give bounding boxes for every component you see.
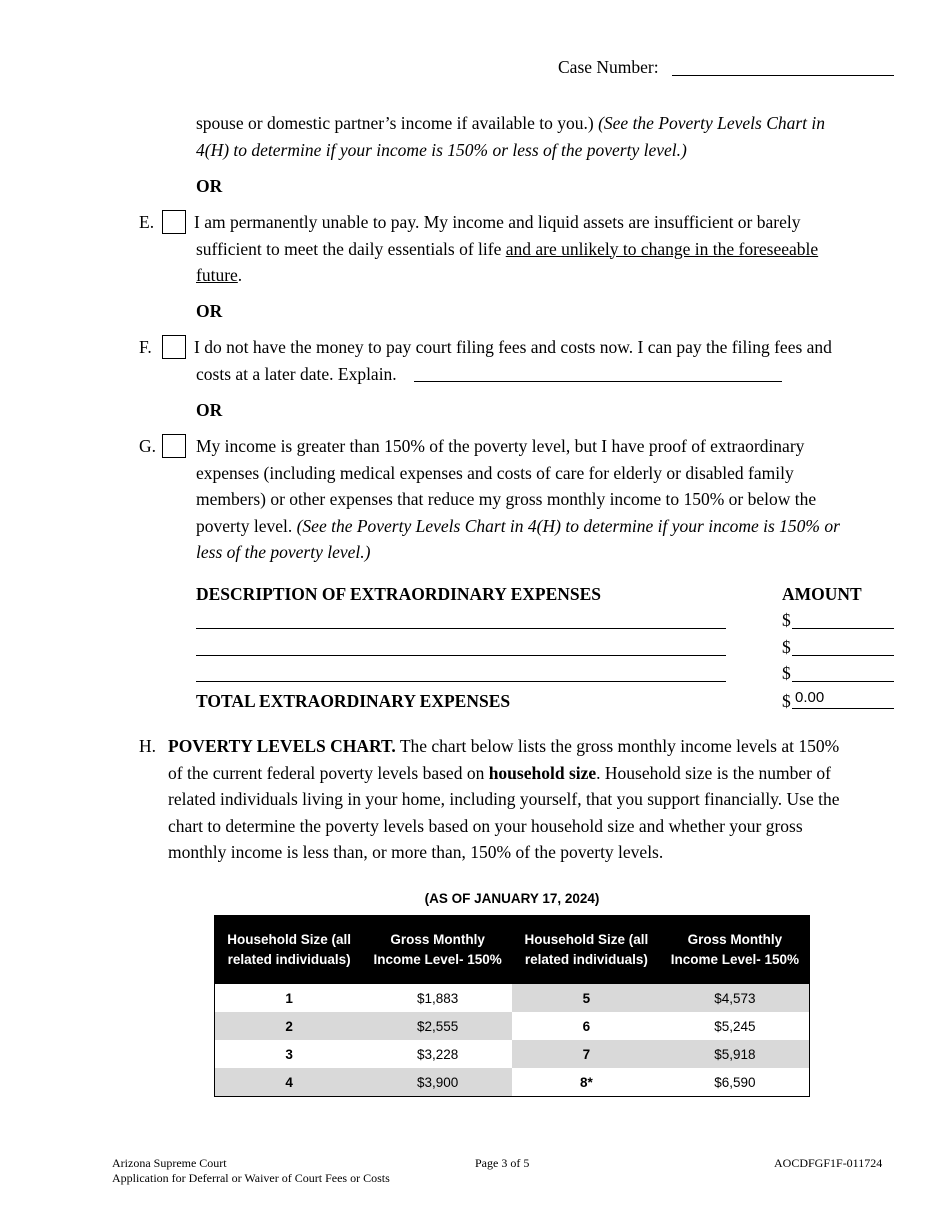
item-f-line: costs at a later date. Explain. — [196, 363, 397, 384]
case-number-field[interactable] — [672, 75, 894, 76]
item-g-line: My income is greater than 150% of the poverty level, but I have proof of extraordinary — [196, 436, 805, 456]
column-header: Gross Monthly Income Level- 150% — [661, 916, 810, 985]
item-h-text — [168, 733, 898, 866]
item-h-line: chart to determine the poverty levels based on your household size and whether your gross — [168, 815, 803, 836]
expense-description-field[interactable] — [196, 655, 726, 656]
expense-amount-field[interactable] — [792, 655, 894, 656]
item-e-underlined: and are unlikely to change in the foreseeable — [505, 238, 819, 259]
income-level-cell: $5,245 — [714, 1018, 756, 1034]
item-f-checkbox[interactable] — [162, 335, 186, 359]
column-header: Household Size (all related individuals) — [215, 916, 364, 985]
item-g-line: expenses (including medical expenses and costs of care for elderly or disabled family — [196, 462, 794, 483]
item-d-italic-note-2: 4(H) to determine if your income is 150% or less of the poverty level.) — [196, 139, 687, 160]
item-f-line: I do not have the money to pay court filing fees and costs now. I can pay the filing fees and — [194, 337, 832, 357]
item-e-underlined: future — [196, 265, 238, 285]
household-size-cell: 1 — [285, 990, 293, 1006]
total-expenses-value[interactable]: 0.00 — [795, 689, 825, 706]
table-header-row — [215, 916, 810, 985]
item-h-line: related individuals living in your home, including yourself, that you support financially. Use the — [168, 789, 840, 809]
footer-court: Arizona Supreme Court — [112, 1156, 227, 1170]
expense-description-field[interactable] — [196, 681, 726, 682]
item-h-line: The chart below lists the gross monthly income levels at 150% — [399, 736, 840, 756]
item-f-letter: F. — [139, 337, 152, 357]
item-e-line: I am permanently unable to pay. My income and liquid assets are insufficient or barely — [194, 212, 801, 232]
item-e-line: sufficient to meet the daily essentials of life — [196, 238, 502, 259]
expense-amount-header: AMOUNT — [782, 584, 862, 604]
currency-symbol: $ — [782, 637, 791, 657]
item-d-text: spouse or domestic partner’s income if available to you.) — [196, 113, 594, 133]
case-number-label: Case Number: — [558, 57, 659, 77]
household-size-cell: 2 — [215, 1012, 364, 1040]
household-size-cell: 7 — [512, 1040, 661, 1068]
income-level-cell: $3,900 — [363, 1068, 512, 1097]
item-g-line: members) or other expenses that reduce my gross monthly income to 150% or below the — [196, 489, 817, 509]
currency-symbol: $ — [782, 610, 791, 630]
item-h-bold-term: household size — [488, 762, 597, 783]
item-g-text — [196, 433, 896, 566]
item-f-text — [194, 334, 894, 387]
income-level-cell: $2,555 — [363, 1012, 512, 1040]
item-e-letter: E. — [139, 212, 155, 232]
income-level-cell: $6,590 — [714, 1074, 756, 1090]
item-g-line: poverty level. — [196, 515, 293, 536]
or-separator: OR — [196, 176, 223, 196]
expense-description-header: DESCRIPTION OF EXTRAORDINARY EXPENSES — [196, 584, 602, 604]
poverty-chart-title: POVERTY LEVELS CHART. — [168, 736, 396, 756]
household-size-cell: 8* — [579, 1074, 593, 1090]
footer-form-title: Application for Deferral or Waiver of Court Fees or Costs — [112, 1171, 390, 1185]
item-e-text — [194, 209, 894, 289]
poverty-table-date: (AS OF JANUARY 17, 2024) — [424, 891, 600, 906]
expense-amount-field[interactable] — [792, 681, 894, 682]
table-row — [215, 1012, 810, 1040]
item-g-letter: G. — [139, 436, 157, 456]
table-row — [215, 1068, 810, 1097]
expense-amount-field[interactable] — [792, 628, 894, 629]
column-header: Gross Monthly Income Level- 150% — [363, 916, 512, 985]
item-g-italic-note: (See the Poverty Levels Chart in 4(H) to determine if your income is 150% or — [296, 515, 840, 536]
item-e-period: . — [237, 265, 243, 285]
item-h-line: monthly income is less than, or more than, 150% of the poverty levels. — [168, 842, 664, 862]
item-h-line: . Household size is the number of — [596, 762, 831, 783]
household-size-cell: 5 — [512, 984, 661, 1012]
explain-field[interactable] — [414, 381, 782, 382]
currency-symbol: $ — [782, 691, 791, 711]
income-level-cell: $1,883 — [416, 990, 459, 1006]
household-size-cell: 3 — [285, 1046, 293, 1062]
item-h-letter: H. — [139, 736, 157, 756]
poverty-levels-table — [214, 915, 810, 1097]
footer-page-number: Page 3 of 5 — [475, 1156, 530, 1170]
income-level-cell: $3,228 — [416, 1046, 459, 1062]
table-row — [215, 984, 810, 1012]
currency-symbol: $ — [782, 663, 791, 683]
footer-form-code: AOCDFGF1F-011724 — [774, 1156, 883, 1170]
item-d-continuation — [196, 110, 896, 163]
table-row — [215, 1040, 810, 1068]
income-level-cell: $4,573 — [661, 984, 810, 1012]
or-separator: OR — [196, 301, 223, 321]
total-expenses-label: TOTAL EXTRAORDINARY EXPENSES — [196, 691, 511, 711]
item-h-line: of the current federal poverty levels based on — [168, 762, 485, 783]
expense-description-field[interactable] — [196, 628, 726, 629]
total-expenses-field[interactable] — [792, 708, 894, 709]
household-size-cell: 4 — [215, 1068, 364, 1097]
item-d-italic-note: (See the Poverty Levels Chart in — [598, 113, 826, 133]
household-size-cell: 6 — [582, 1018, 591, 1034]
or-separator: OR — [196, 400, 223, 420]
item-g-italic-note: less of the poverty level.) — [196, 542, 371, 562]
column-header: Household Size (all related individuals) — [512, 916, 661, 985]
item-e-checkbox[interactable] — [162, 210, 186, 234]
income-level-cell: $5,918 — [661, 1040, 810, 1068]
item-g-checkbox[interactable] — [162, 434, 186, 458]
